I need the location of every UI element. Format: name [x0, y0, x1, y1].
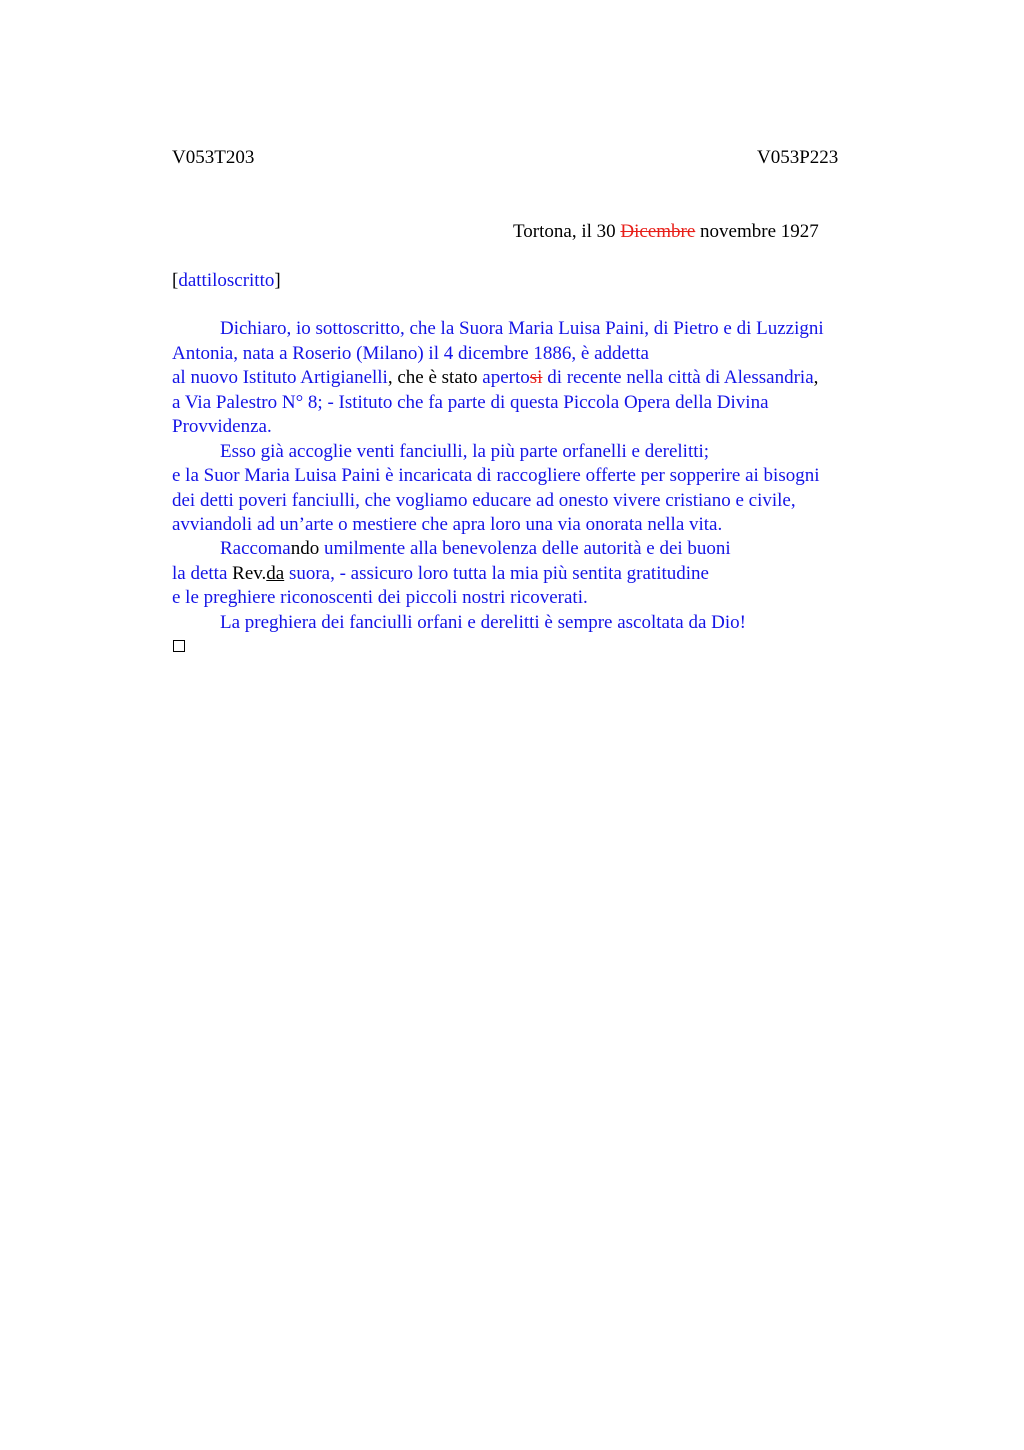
body-line-1: Dichiaro, io sottoscritto, che la Suora Maria Luisa Paini, di Pietro e di Luzzigni	[220, 318, 824, 339]
body-line-11-a: la detta	[172, 563, 233, 584]
body-line-3-e: di recente nella città di Alessandria	[542, 367, 814, 388]
note-close-bracket: ]	[274, 270, 281, 291]
dateline-suffix: novembre 1927	[695, 221, 819, 242]
body-line-3-b: , che è stato	[387, 367, 483, 388]
body-line-10	[220, 538, 731, 560]
end-marker-box	[173, 640, 185, 652]
body-line-8: dei detti poveri fanciulli, che vogliamo educare ad onesto vivere cristiano e civile,	[172, 490, 796, 511]
body-line-3	[172, 367, 818, 389]
body-line-11-b: Rev.	[232, 563, 267, 584]
body-line-11-c: da	[266, 563, 285, 584]
body-line-13: La preghiera dei fanciulli orfani e derelitti è sempre ascoltata da Dio!	[220, 612, 746, 633]
body-line-11-d: suora, - assicuro loro tutta la mia più sentita gratitudine	[284, 563, 709, 584]
body-line-6: Esso già accoglie venti fanciulli, la più parte orfanelli e derelitti;	[220, 441, 710, 462]
body-line-9: avviandoli ad un’arte o mestiere che apra loro una via onorata nella vita.	[172, 514, 723, 535]
dateline-prefix: Tortona, il 30	[513, 221, 621, 242]
body-line-4	[172, 392, 769, 414]
body-line-5: Provvidenza.	[172, 416, 272, 437]
body-line-10-b: ndo	[290, 538, 320, 559]
body-line-3-deleted: si	[529, 367, 543, 388]
body-line-3-f: ,	[813, 367, 819, 388]
body-line-12: e le preghiere riconoscenti dei piccoli nostri ricoverati.	[172, 587, 588, 608]
dateline-deleted-word: Dicembre	[620, 221, 696, 242]
body-line-7: e la Suor Maria Luisa Paini è incaricata di raccogliere offerte per sopperire ai bisogni	[172, 465, 820, 486]
body-line-10-c: umilmente alla benevolenza delle autorità e dei buoni	[319, 538, 731, 559]
body-line-11	[172, 563, 709, 585]
note-text: dattiloscritto	[178, 270, 275, 291]
body-line-4-a: a Via Palestro N° 8	[172, 392, 318, 413]
document-code-right: V053P223	[757, 147, 839, 168]
body-line-10-a: Raccoma	[220, 538, 291, 559]
dateline	[513, 221, 819, 243]
body-line-3-c: aperto	[482, 367, 530, 388]
body-line-2: Antonia, nata a Roserio (Milano) il 4 dicembre 1886, è addetta	[172, 343, 649, 364]
typescript-note	[172, 270, 281, 292]
body-line-3-a: al nuovo Istituto Artigianelli	[172, 367, 388, 388]
document-code-left: V053T203	[172, 147, 255, 168]
body-line-4-b: ; - Istituto che fa parte di questa Piccola Opera della Divina	[317, 392, 769, 413]
note-open-bracket: [	[172, 270, 179, 291]
